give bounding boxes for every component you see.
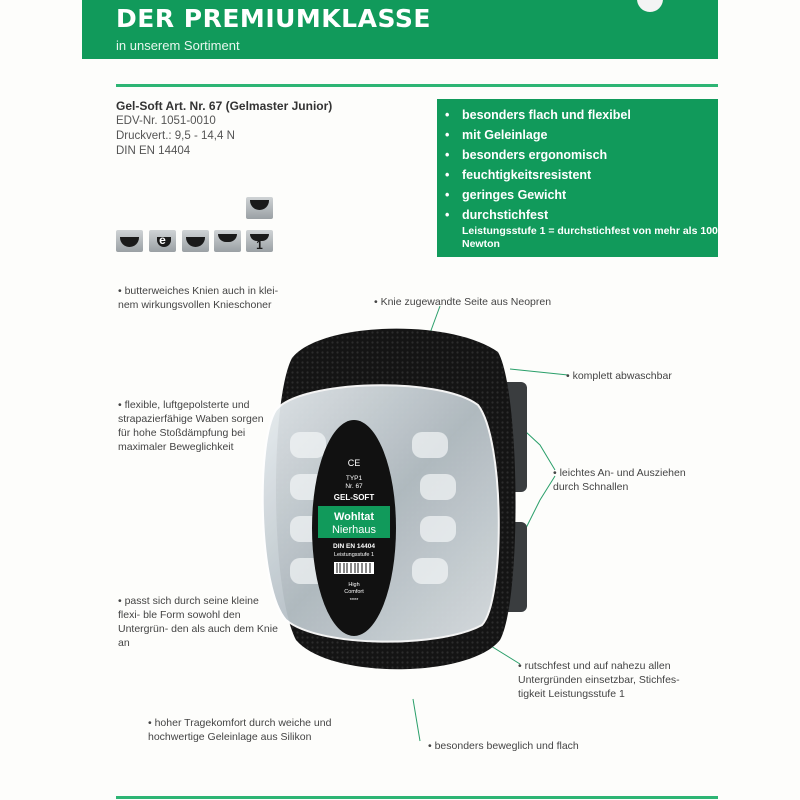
label-stars: ****: [349, 598, 359, 604]
callout-comfort: • hoher Tragekomfort durch weiche und hochwertige Geleinlage aus Silikon: [148, 716, 338, 744]
label-comfort-2: Comfort: [344, 589, 364, 595]
label-comfort-1: High: [348, 582, 360, 588]
feature-text: besonders flach und flexibel: [462, 108, 631, 122]
feature-text: feuchtigkeitsresistent: [462, 168, 592, 182]
feature-text: geringes Gewicht: [462, 188, 567, 202]
e-glyph: e: [159, 233, 166, 247]
feature-text: besonders ergonomisch: [462, 148, 608, 162]
callout-flexible-form: • passt sich durch seine kleine flexi- ble Form sowohl den Untergrün- den als auch dem Knie an: [118, 594, 278, 650]
label-brand-1: Wohltat: [333, 511, 375, 523]
callout-soft-kneeling: • butterweiches Knien auch in klei- nem wirkungsvollen Knieschoner: [118, 284, 288, 312]
label-ce: CE: [347, 458, 361, 468]
feature-text: durchstichfest: [462, 208, 549, 222]
banner-subtitle: in unserem Sortiment: [116, 38, 240, 53]
product-edv: EDV-Nr. 1051-0010: [116, 115, 216, 127]
callout-washable: • komplett abwaschbar: [566, 369, 706, 383]
feature-note: Leistungsstufe 1 = durchstichfest von mehr als 100 Newton: [462, 225, 718, 250]
product-norm: DIN EN 14404: [116, 145, 191, 157]
callout-neoprene: • Knie zugewandte Seite aus Neopren: [374, 295, 574, 309]
label-level: Leistungsstufe 1: [333, 552, 375, 558]
label-nr: Nr. 67: [345, 483, 363, 490]
product-pressure: Druckvert.: 9,5 - 14,4 N: [116, 130, 235, 142]
callout-flat: • besonders beweglich und flach: [428, 739, 628, 753]
callout-honeycomb: • flexible, luftgepolsterte und strapazierfähige Waben sorgen für hohe Stoßdämpfung bei maximaler Beweglichkeit: [118, 398, 268, 454]
level-glyph: 1: [256, 238, 263, 252]
label-product: GEL-SOFT: [333, 493, 375, 502]
label-norm: DIN EN 14404: [333, 543, 375, 550]
callout-non-slip: • rutschfest und auf nahezu allen Untergründen einsetzbar, Stichfes- tigkeit Leistungsstufe 1: [518, 659, 698, 701]
banner-title: DER PREMIUMKLASSE: [116, 4, 431, 33]
feature-text: mit Geleinlage: [462, 128, 548, 142]
callout-buckles: • leichtes An- und Ausziehen durch Schnallen: [553, 466, 693, 494]
product-name: Gel-Soft Art. Nr. 67 (Gelmaster Junior): [116, 99, 333, 113]
label-brand-2: Nierhaus: [331, 524, 377, 536]
bottom-divider: [116, 796, 718, 799]
label-typ: TYP1: [345, 475, 363, 482]
